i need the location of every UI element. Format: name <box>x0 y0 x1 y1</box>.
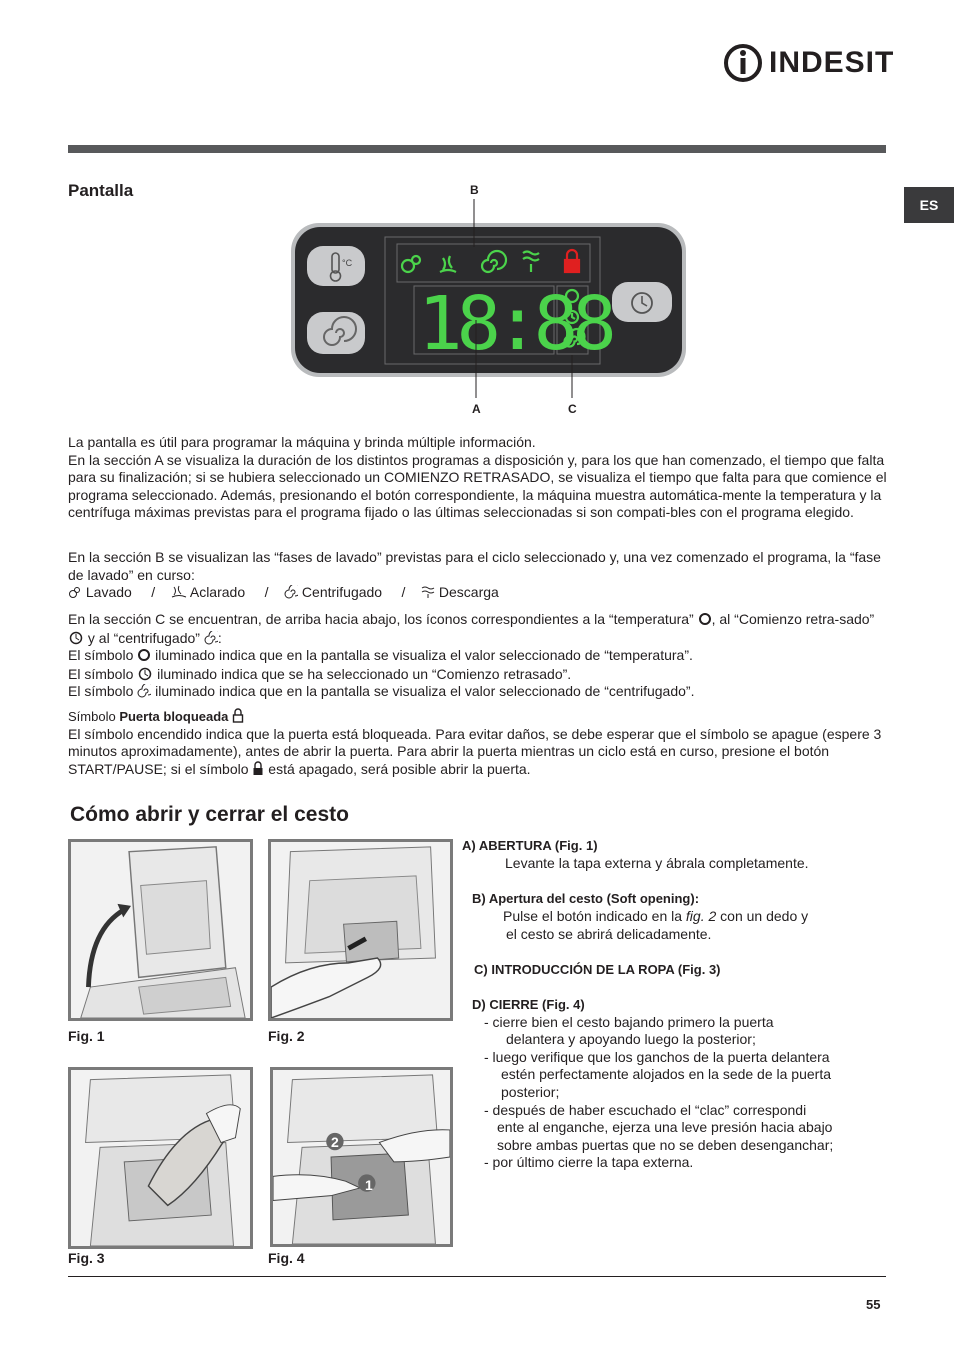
paragraph-section-a <box>68 452 888 522</box>
delay-icon <box>68 629 84 645</box>
text-fragment: En la sección <box>68 549 156 565</box>
text-fragment: Pulse el botón indicado en la <box>503 908 686 924</box>
rinse-icon <box>171 585 187 599</box>
spin-icon <box>204 631 218 645</box>
step-d-item-3a: - después de haber escuchado el “clac” correspondi <box>484 1102 807 1118</box>
door-lock-heading <box>68 708 888 726</box>
figure-4-caption: Fig. 4 <box>268 1250 305 1266</box>
text-fragment: Símbolo <box>68 709 120 724</box>
temperature-button[interactable] <box>307 246 365 286</box>
display-digits: 18:88 <box>418 281 611 367</box>
section-letter-a: A <box>154 451 163 468</box>
separator: / <box>401 584 406 601</box>
temperature-icon <box>137 648 151 662</box>
step-b-text-2: el cesto se abrirá delicadamente. <box>506 926 712 942</box>
step-1-marker: 1 <box>365 1177 373 1193</box>
callout-c: C <box>568 402 577 416</box>
figure-4-image <box>270 1067 453 1247</box>
wash-phases-list <box>68 584 888 602</box>
section-c-description <box>68 611 888 701</box>
text-fragment: iluminado indica que se ha seleccionado un “Comienzo retrasado”. <box>153 665 572 682</box>
text-fragment: El símbolo encendido indica que la puerta está bloqueada. Para evitar daños, se debe esperar que el símbolo se apague (espere 3 minutos aproximadamente), antes de abrir la puerta. Para abrir la puerta mientras un ciclo está en curso, presione el botón START/PAUSE; si el símbolo <box>68 725 882 777</box>
paragraph-section-b <box>68 549 888 584</box>
text-fragment: se encuentran, de arriba hacia abajo, los íconos correspondientes a la “temperatura” <box>165 611 698 627</box>
drain-icon <box>421 585 435 599</box>
text-fragment: con un dedo y <box>716 908 809 924</box>
text-fragment: En la sección <box>68 451 155 468</box>
symbol-temperature-line <box>68 647 888 665</box>
step-a-title: A) ABERTURA (Fig. 1) <box>462 838 598 853</box>
delay-icon <box>137 665 153 681</box>
step-d-item-1a: - cierre bien el cesto bajando primero la puerta <box>484 1014 774 1030</box>
phase-lavado: Lavado <box>85 584 132 601</box>
pantalla-description <box>68 434 888 522</box>
step-d-item-3b: ente al enganche, ejerza una leve presión hacia abajo <box>497 1119 833 1135</box>
temp-unit: °C <box>342 258 353 268</box>
figure-1-caption: Fig. 1 <box>68 1028 105 1044</box>
callout-a: A <box>472 402 481 416</box>
separator: / <box>151 584 156 601</box>
paragraph-section-c <box>68 611 888 647</box>
text-fragment: El símbolo <box>68 647 138 664</box>
figure-2-image <box>268 839 453 1021</box>
section-letter-b: B <box>155 549 165 565</box>
text-fragment: El símbolo <box>68 683 138 700</box>
text-fragment: está apagado, será posible abrir la puerta. <box>264 760 531 777</box>
step-b-text <box>503 908 808 926</box>
step-d-item-1b: delantera y apoyando luego la posterior; <box>506 1031 756 1047</box>
page-number: 55 <box>866 1297 881 1312</box>
step-d-item-4: - por último cierre la tapa externa. <box>484 1154 694 1170</box>
figure-3-caption: Fig. 3 <box>68 1250 105 1266</box>
display-panel <box>290 222 687 378</box>
door-lock-description <box>68 708 888 778</box>
callout-b: B <box>470 183 479 197</box>
symbol-spin-line <box>68 683 888 701</box>
text-fragment: , al “Comienzo retra-sado” <box>711 611 875 627</box>
step-d-title: D) CIERRE (Fig. 4) <box>472 997 585 1012</box>
step-a-text: Levante la tapa externa y ábrala completamente. <box>505 855 809 871</box>
lock-icon <box>232 708 244 723</box>
step-2-marker: 2 <box>331 1134 339 1150</box>
figure-2-caption: Fig. 2 <box>268 1028 305 1044</box>
language-tab[interactable]: ES <box>904 187 954 223</box>
spin-icon <box>137 684 151 698</box>
section-letter-c: C <box>155 611 166 627</box>
wash-icon <box>68 585 82 599</box>
brand-name: INDESIT <box>769 46 895 79</box>
phase-descarga: Descarga <box>438 584 499 601</box>
text-fragment: : <box>217 629 222 646</box>
text-fragment: iluminado indica que en la pantalla se visualiza el valor seleccionado de “temperatura”. <box>151 647 693 664</box>
paragraph-intro: La pantalla es útil para programar la máquina y brinda múltiple información. <box>68 434 536 450</box>
symbol-delay-line <box>68 665 888 684</box>
figure-1-image <box>68 839 253 1021</box>
temperature-icon <box>698 612 712 626</box>
phase-aclarado: Aclarado <box>189 584 246 601</box>
figure-3-image <box>68 1067 253 1249</box>
step-b-title: B) Apertura del cesto (Soft opening): <box>472 891 700 906</box>
text-fragment: y al “centrifugado” <box>84 629 204 646</box>
header-rule <box>68 145 886 153</box>
lock-icon <box>252 761 264 776</box>
section-b-description <box>68 549 888 602</box>
text-fragment: En la sección <box>68 611 156 627</box>
door-lock-paragraph <box>68 726 888 779</box>
section-title-pantalla: Pantalla <box>68 181 134 200</box>
section-title-cesto: Cómo abrir y cerrar el cesto <box>70 803 349 826</box>
indesit-logo <box>723 42 895 84</box>
text-fragment: se visualizan las “fases de lavado” previstas para el ciclo seleccionado y, una vez comenzado el programa, la “fase de lavado” en curso: <box>68 549 881 583</box>
step-c-title: C) INTRODUCCIÓN DE LA ROPA (Fig. 3) <box>474 962 721 977</box>
text-fragment: iluminado indica que en la pantalla se visualiza el valor seleccionado de “centrifugado”. <box>151 683 695 700</box>
text-fragment: El símbolo <box>68 665 138 682</box>
step-d-item-3c: sobre ambas puertas que no se deben desenganchar; <box>497 1137 834 1153</box>
text-fragment: se visualiza la duración de los distintos programas a disposición y, para los que han comenzado, el tiempo que falta para su finalización; si se hubiera seleccionado un COMIENZO RETRASADO, se visualiza el tiempo que falta para que comience el programa seleccionado. Además, presionando el botón correspondiente, la máquina muestra automática-mente la temperatura y la centrífuga máximas previstas para el programa fijado o las últimas seleccionadas si son compati-bles con el programa elegido. <box>68 451 887 521</box>
door-lock-title: Puerta bloqueada <box>119 709 229 724</box>
step-d-item-2c: posterior; <box>501 1084 560 1100</box>
fig-ref: fig. 2 <box>685 908 717 924</box>
phase-centrifugado: Centrifugado <box>301 584 383 601</box>
step-d-item-2a: - luego verifique que los ganchos de la puerta delantera <box>484 1049 830 1065</box>
footer-rule <box>68 1276 886 1277</box>
separator: / <box>264 584 269 601</box>
step-d-item-2b: estén perfectamente alojados en la sede de la puerta <box>501 1066 832 1082</box>
spin-icon <box>284 585 298 599</box>
